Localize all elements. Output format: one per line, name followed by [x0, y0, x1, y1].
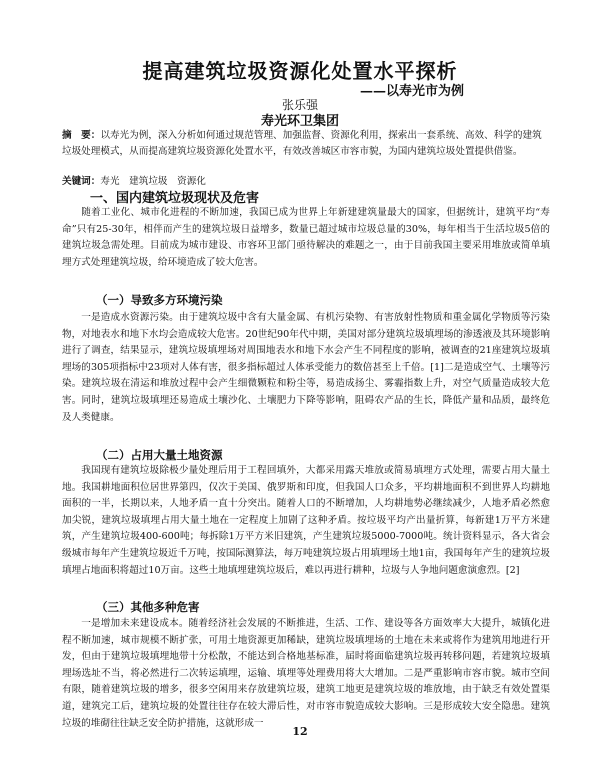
keywords — [62, 173, 206, 187]
author-name: 张乐强 — [281, 98, 318, 112]
paper-title: 提高建筑垃圾资源化处置水平探析 — [142, 59, 458, 83]
abstract-text: 以寿光为例，深入分析如何通过规范管理、加强监督、资源化利用，探索出一套系统、高效、科学的建筑垃圾处理模式，从而提高建筑垃圾资源化处置水平，有效改善城区市容市貌，为国内建筑垃圾处置提供借鉴。 — [62, 130, 542, 157]
subsection-2-text: 我国现有建筑垃圾除极少量处理后用于工程回填外，大都采用露天堆放或简易填埋方式处理，需要占用大量土地。我国耕地面积位居世界第四，仅次于美国、俄罗斯和印度，但我国人口众多，平均耕地面积不到世界人均耕地面积的一半，长期以来，人地矛盾一直十分突出。随着人口的不断增加，人均耕地势必继续减少，人地矛盾必然愈加尖锐，建筑垃圾填埋占用大量土地在一定程度上加剧了这种矛盾。按垃圾平均产出量折算，每新建1万平方米建筑，产生建筑垃圾400-600吨；每拆除1万平方米旧建筑，产生建筑垃圾5000-7000吨。统计资料显示，各大省会级城市每年产生建筑垃圾近千万吨，按国际测算法，每万吨建筑垃圾占用填埋场土地1亩，我国每年产生的建筑垃圾填埋占地面积将超过10万亩。这些土地填埋建筑垃圾后，难以再进行耕种，垃圾与人争地问题愈演愈烈。[2] — [62, 465, 550, 576]
subsection-heading-2: （二）占用大量土地资源 — [96, 448, 223, 462]
paper-subtitle: ——以寿光市为例 — [360, 84, 465, 99]
keywords-label: 关键词： — [62, 176, 101, 187]
page-number: 12 — [292, 725, 308, 738]
abstract — [62, 128, 548, 159]
subsection-1-text: 一是造成水资源污染。由于建筑垃圾中含有大量金属、有机污染物、有害放射性物质和重金属化学物质等污染物，对地表水和地下水均会造成较大危害。20世纪90年代中期，美国对部分建筑垃圾填埋场的渗透液及其环境影响进行了调查，结果显示，建筑垃圾填埋场对周围地表水和地下水会产生不同程度的影响，被调查的21座建筑垃圾填埋场的305项指标中23项对人体有害，很多指标超过人体承受能力的数倍甚至上千倍。[1]二是造成空气、土壤等污染。建筑垃圾在清运和堆放过程中会产生细微颗粒和粉尘等，易造成扬尘、雾霾指数上升，对空气质量造成较大危害。同时，建筑垃圾填埋还易造成土壤沙化、土壤肥力下降等影响，阻碍农产品的生长，降低产量和品质，最终危及人类健康。 — [62, 312, 550, 423]
section-1-intro: 随着工业化、城市化进程的不断加速，我国已成为世界上年新建建筑量最大的国家，但据统计，建筑平均“寿命”只有25-30年，相伴而产生的建筑垃圾日益增多，数量已超过城市垃圾总量的30%，每年相当于生活垃圾5倍的建筑垃圾急需处理。目前成为城市建设、市容环卫部门亟待解决的难题之一，由于目前我国主要采用堆放或简单填埋方式处理建筑垃圾，给环境造成了较大危害。 — [62, 207, 550, 268]
subsection-heading-3: （三）其他多种危害 — [96, 600, 200, 614]
subsection-heading-1: （一）导致多方环境污染 — [96, 293, 223, 307]
abstract-label: 摘 要： — [62, 130, 101, 141]
author-organization: 寿光环卫集团 — [260, 114, 339, 129]
keywords-text: 寿光 建筑垃圾 资源化 — [100, 176, 206, 187]
subsection-3-text: 一是增加未来建设成本。随着经济社会发展的不断推进，生活、工作、建设等各方面效率大大提升，城镇化进程不断加速，城市规模不断扩张，可用土地资源更加稀缺，建筑垃圾填埋场的土地在未来或将作为建筑用地进行开发，但由于建筑垃圾填埋地带十分松散，不能达到合格地基标准，届时将面临建筑垃圾再转移问题，若建筑垃圾填埋场选址不当，将必然进行二次转运填埋，运输、填埋等处理费用将大大增加。二是严重影响市容市貌。城市空间有限，随着建筑垃圾的增多，很多空闲用来存放建筑垃圾，建筑工地更是建筑垃圾的堆放地，由于缺乏有效处置渠道，建筑完工后，建筑垃圾的处置往往存在较大滞后性，对市容市貌造成较大影响。三是形成较大安全隐患。建筑垃圾的堆砌往往缺乏安全防护措施，这就形成一 — [62, 618, 550, 729]
section-heading-1: 一、国内建筑垃圾现状及危害 — [90, 191, 260, 206]
